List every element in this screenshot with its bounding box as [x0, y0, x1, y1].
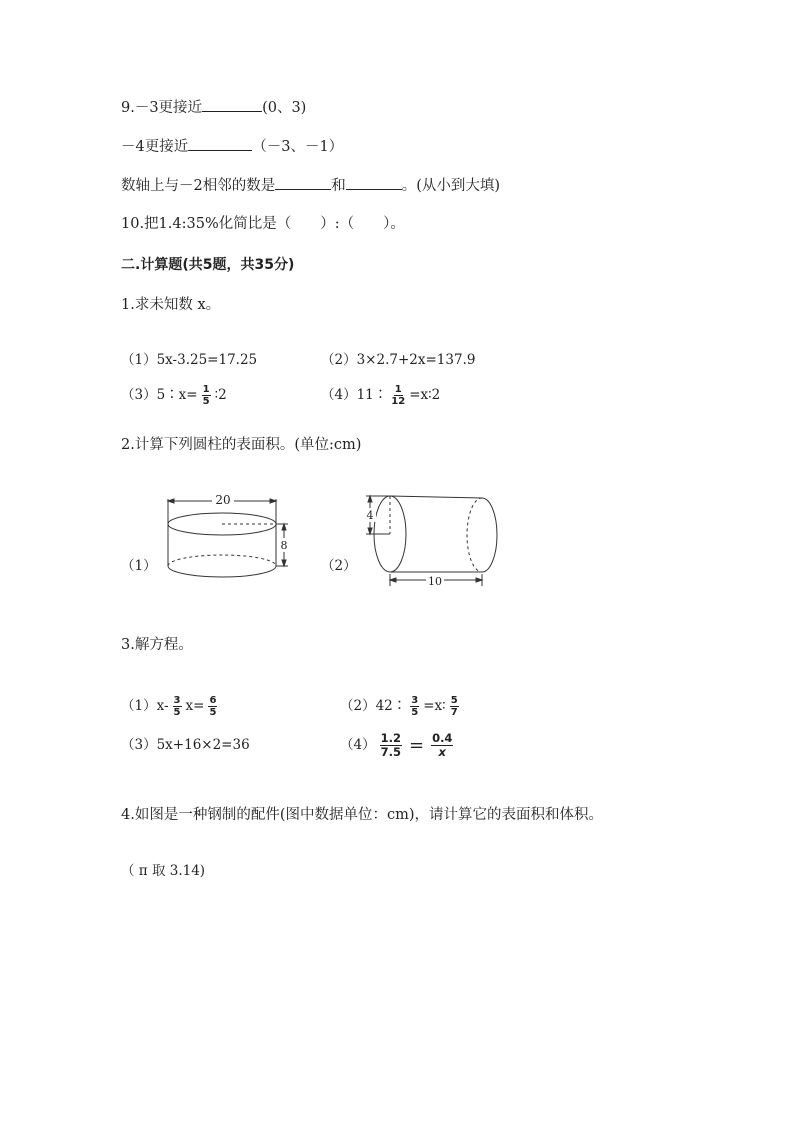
p1-eq-c-suffix: ∶2: [214, 387, 227, 403]
q9-line1: [121, 98, 306, 117]
q9-blank-3[interactable]: [275, 176, 331, 190]
p2-title: 2.计算下列圆柱的表面积。(单位:cm): [121, 437, 362, 453]
q9-line2: [121, 137, 343, 156]
cylinder-figure-2: [360, 492, 510, 592]
fraction-denominator: x: [438, 745, 446, 759]
p3-title: 3.解方程。: [121, 637, 193, 653]
fig1-diameter-label: 20: [215, 493, 231, 507]
fraction-denominator: 7.5: [380, 745, 401, 759]
q9-blank-1[interactable]: [202, 98, 262, 112]
p3-eq-b: [340, 695, 463, 718]
p1-title: 1.求未知数 x。: [121, 297, 221, 313]
fraction-denominator: 5: [411, 707, 419, 718]
p1-eq-b: （2）3×2.7+2x=137.9: [321, 352, 476, 368]
p3-eq-d: [340, 730, 457, 761]
p3-eq-d-fraction-1: [380, 732, 402, 759]
q9-line2-prefix: －4更接近: [121, 139, 189, 155]
fig2-length-label: 10: [428, 575, 442, 588]
q9-line1-suffix: (0、3): [262, 100, 307, 116]
q9-line3-mid: 和: [331, 178, 346, 194]
p1-eq-c: [121, 384, 227, 407]
p1-eq-d-suffix: =x∶2: [409, 387, 441, 403]
q9-blank-4[interactable]: [346, 176, 402, 190]
p3-eq-a-fraction-1: [173, 695, 182, 718]
p3-eq-b-mid: =x∶: [423, 698, 446, 714]
fraction-denominator: 12: [391, 396, 406, 407]
p3-eq-a-prefix: （1）x-: [121, 698, 169, 714]
fig1-height-label: 8: [280, 539, 288, 552]
p4-note: （ π 取 3.14): [121, 863, 206, 879]
fraction-denominator: 5: [209, 707, 217, 718]
fraction-numerator: 6: [209, 695, 217, 706]
p3-eq-b-fraction-1: [410, 695, 419, 718]
p3-eq-b-prefix: （2）42∶: [340, 698, 407, 714]
fig2-diameter-label: 4: [366, 509, 374, 522]
q9-line1-prefix: 9.－3更接近: [121, 100, 203, 116]
p3-eq-b-fraction-2: [450, 695, 459, 718]
p1-eq-a: （1）5x-3.25=17.25: [121, 352, 258, 368]
p2-fig1-label: （1）: [121, 558, 157, 574]
p3-eq-a-fraction-2: [208, 695, 217, 718]
p4-title: 4.如图是一种钢制的配件(图中数据单位：cm)，请计算它的表面积和体积。: [121, 807, 604, 823]
q9-line3-suffix: 。(从小到大填): [401, 178, 501, 194]
p1-eq-d: [321, 384, 440, 407]
p3-eq-d-prefix: （4）: [340, 737, 376, 753]
q9-blank-2[interactable]: [188, 137, 252, 151]
fraction-numerator: 0.4: [432, 731, 453, 745]
fraction-numerator: 5: [450, 695, 458, 706]
p3-eq-a-mid: x=: [185, 698, 205, 714]
q9-line3-prefix: 数轴上与－2相邻的数是: [121, 178, 276, 194]
q10-text: 10.把1.4:35%化简比是（ ）:（ ）。: [121, 216, 405, 232]
q9-line3: [121, 176, 500, 195]
fraction-numerator: 1: [394, 384, 402, 395]
fraction-denominator: 7: [450, 707, 458, 718]
q9-line2-suffix: （－3、－1）: [252, 139, 344, 155]
section-title: 二.计算题(共5题，共35分): [121, 257, 295, 273]
p3-eq-a: [121, 695, 221, 718]
fraction-denominator: 5: [173, 707, 181, 718]
p1-eq-c-prefix: （3）5∶x=: [121, 387, 198, 403]
p2-fig2-label: （2）: [321, 558, 357, 574]
p3-eq-d-fraction-2: [431, 732, 453, 759]
fraction-numerator: 1: [202, 384, 210, 395]
fraction-numerator: 3: [173, 695, 181, 706]
cylinder-figure-1: [160, 492, 300, 587]
fraction-denominator: 5: [202, 396, 210, 407]
p3-eq-c: （3）5x+16×2=36: [121, 737, 250, 753]
p1-eq-c-fraction: [202, 384, 211, 407]
fraction-numerator: 1.2: [380, 731, 401, 745]
p1-eq-d-fraction: [391, 384, 405, 407]
fraction-numerator: 3: [411, 695, 419, 706]
p3-eq-d-equals: =: [408, 734, 425, 756]
p1-eq-d-prefix: （4）11∶: [321, 387, 388, 403]
